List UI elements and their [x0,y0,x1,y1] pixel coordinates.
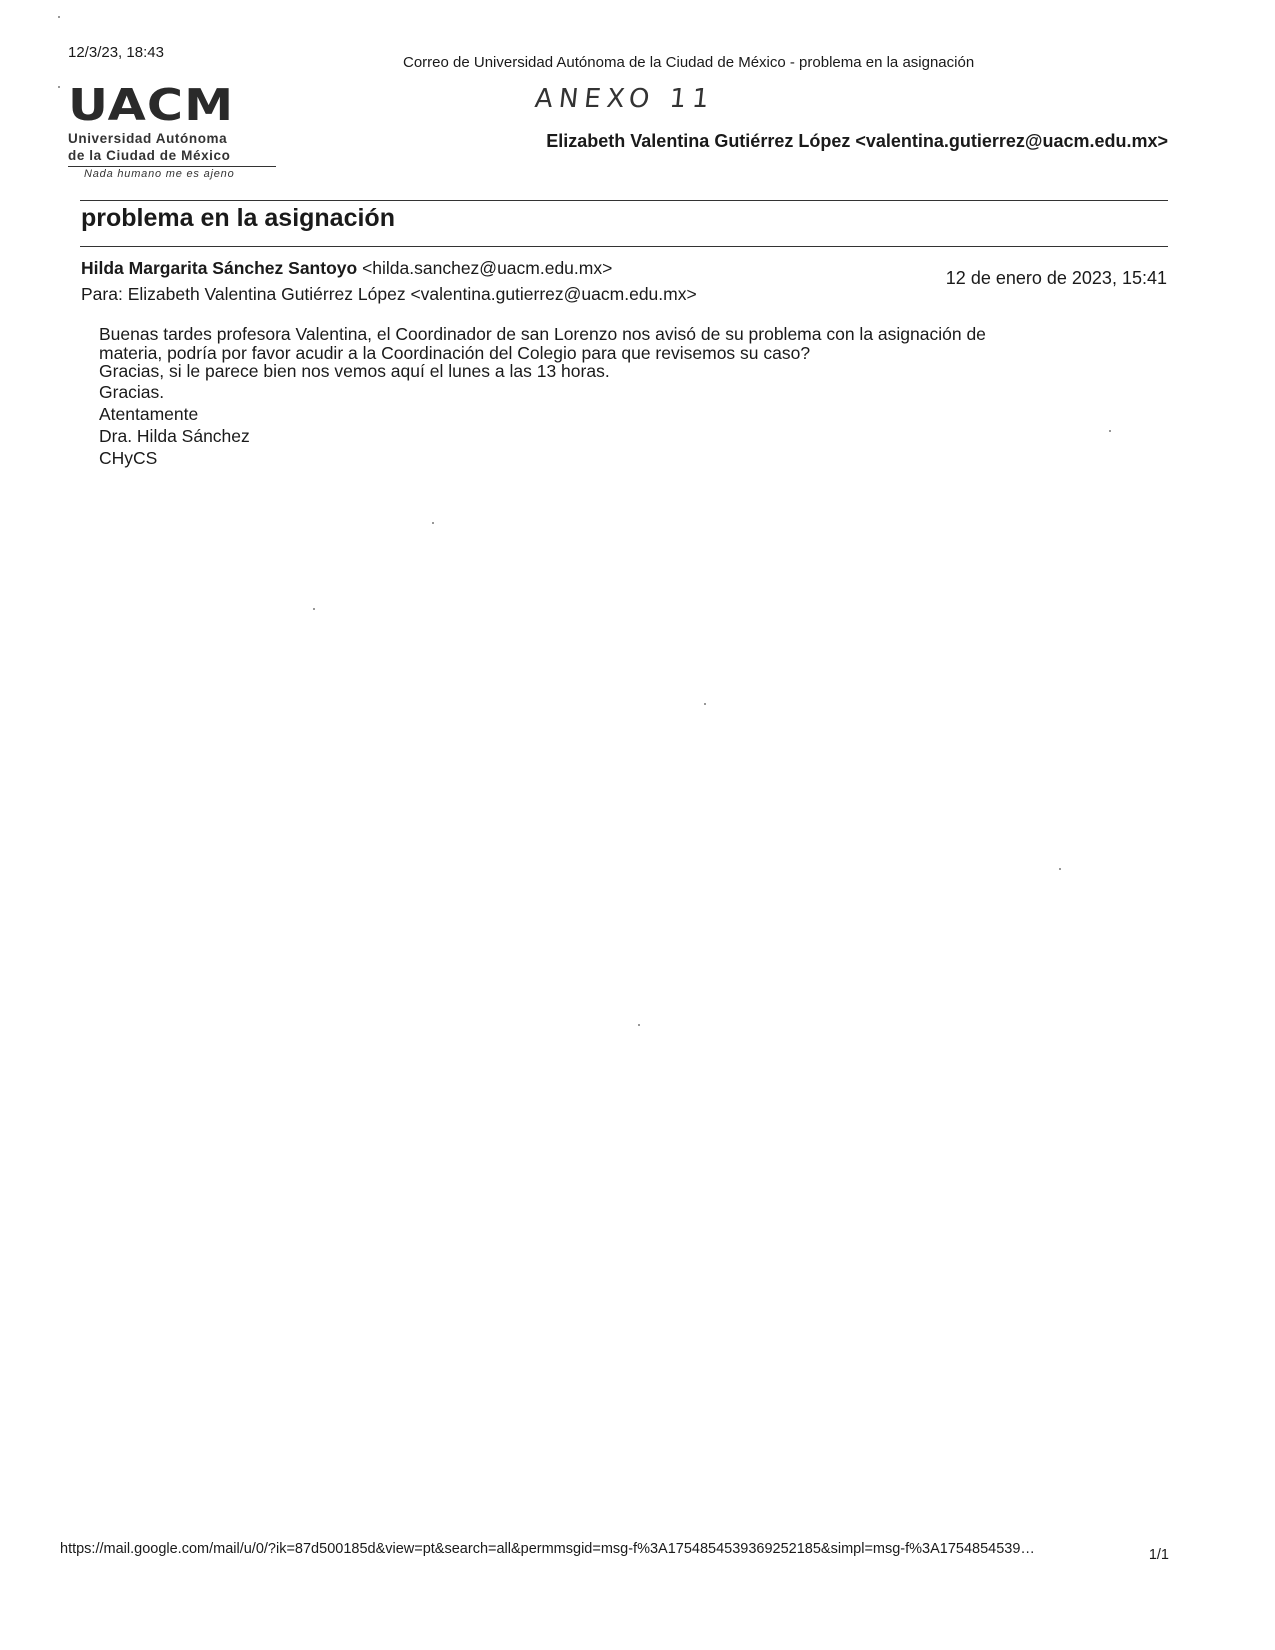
print-footer-url: https://mail.google.com/mail/u/0/?ik=87d500185d&view=pt&search=all&permmsgid=msg-f%3A1754854539369252185&simpl=msg-f%3A1754854539… [60,1541,1035,1557]
scan-speck [58,16,60,18]
logo-motto: Nada humano me es ajeno [84,168,235,180]
scan-speck [704,703,706,705]
logo-divider [68,166,276,167]
logo-university-line1: Universidad Autónoma [68,131,228,146]
scan-speck [58,86,60,88]
thread-subject: problema en la asignación [81,204,395,232]
signature-closing: Atentamente [99,403,199,424]
print-header-title: Correo de Universidad Autónoma de la Ciudad de México - problema en la asignación [403,54,975,71]
account-owner: Elizabeth Valentina Gutiérrez López <valentina.gutierrez@uacm.edu.mx> [546,131,1168,151]
sender-email: <hilda.sanchez@uacm.edu.mx> [362,258,613,278]
body-line: Gracias. [99,381,165,402]
body-line: Buenas tardes profesora Valentina, el Coordinador de san Lorenzo nos avisó de su problema con la asignación de [99,324,986,344]
sender-name: Hilda Margarita Sánchez Santoyo [81,258,358,278]
header-divider [80,200,1168,201]
print-footer-page-number: 1/1 [1148,1547,1169,1563]
subject-divider [80,246,1168,247]
logo-university-line2: de la Ciudad de México [68,148,231,163]
message-date: 12 de enero de 2023, 15:41 [945,268,1167,288]
scan-speck [638,1024,640,1026]
scan-speck [432,522,434,524]
scan-speck [1109,430,1111,432]
message-sender [81,258,612,279]
message-body [99,325,1099,469]
uacm-logo [68,80,288,180]
body-line: materia, podría por favor acudir a la Coordinación del Colegio para que revisemos su caso? [99,342,811,363]
message-recipient: Para: Elizabeth Valentina Gutiérrez López <valentina.gutierrez@uacm.edu.mx> [81,284,697,304]
scan-speck [1059,868,1061,870]
handwritten-annex-note: ANEXO 11 [533,84,717,114]
print-datetime: 12/3/23, 18:43 [68,44,164,61]
signature-name: Dra. Hilda Sánchez [99,425,250,446]
scan-speck [313,608,315,610]
logo-mark: UACM [68,80,235,131]
signature-department: CHyCS [99,447,158,468]
body-line: Gracias, si le parece bien nos vemos aquí el lunes a las 13 horas. [99,361,610,381]
